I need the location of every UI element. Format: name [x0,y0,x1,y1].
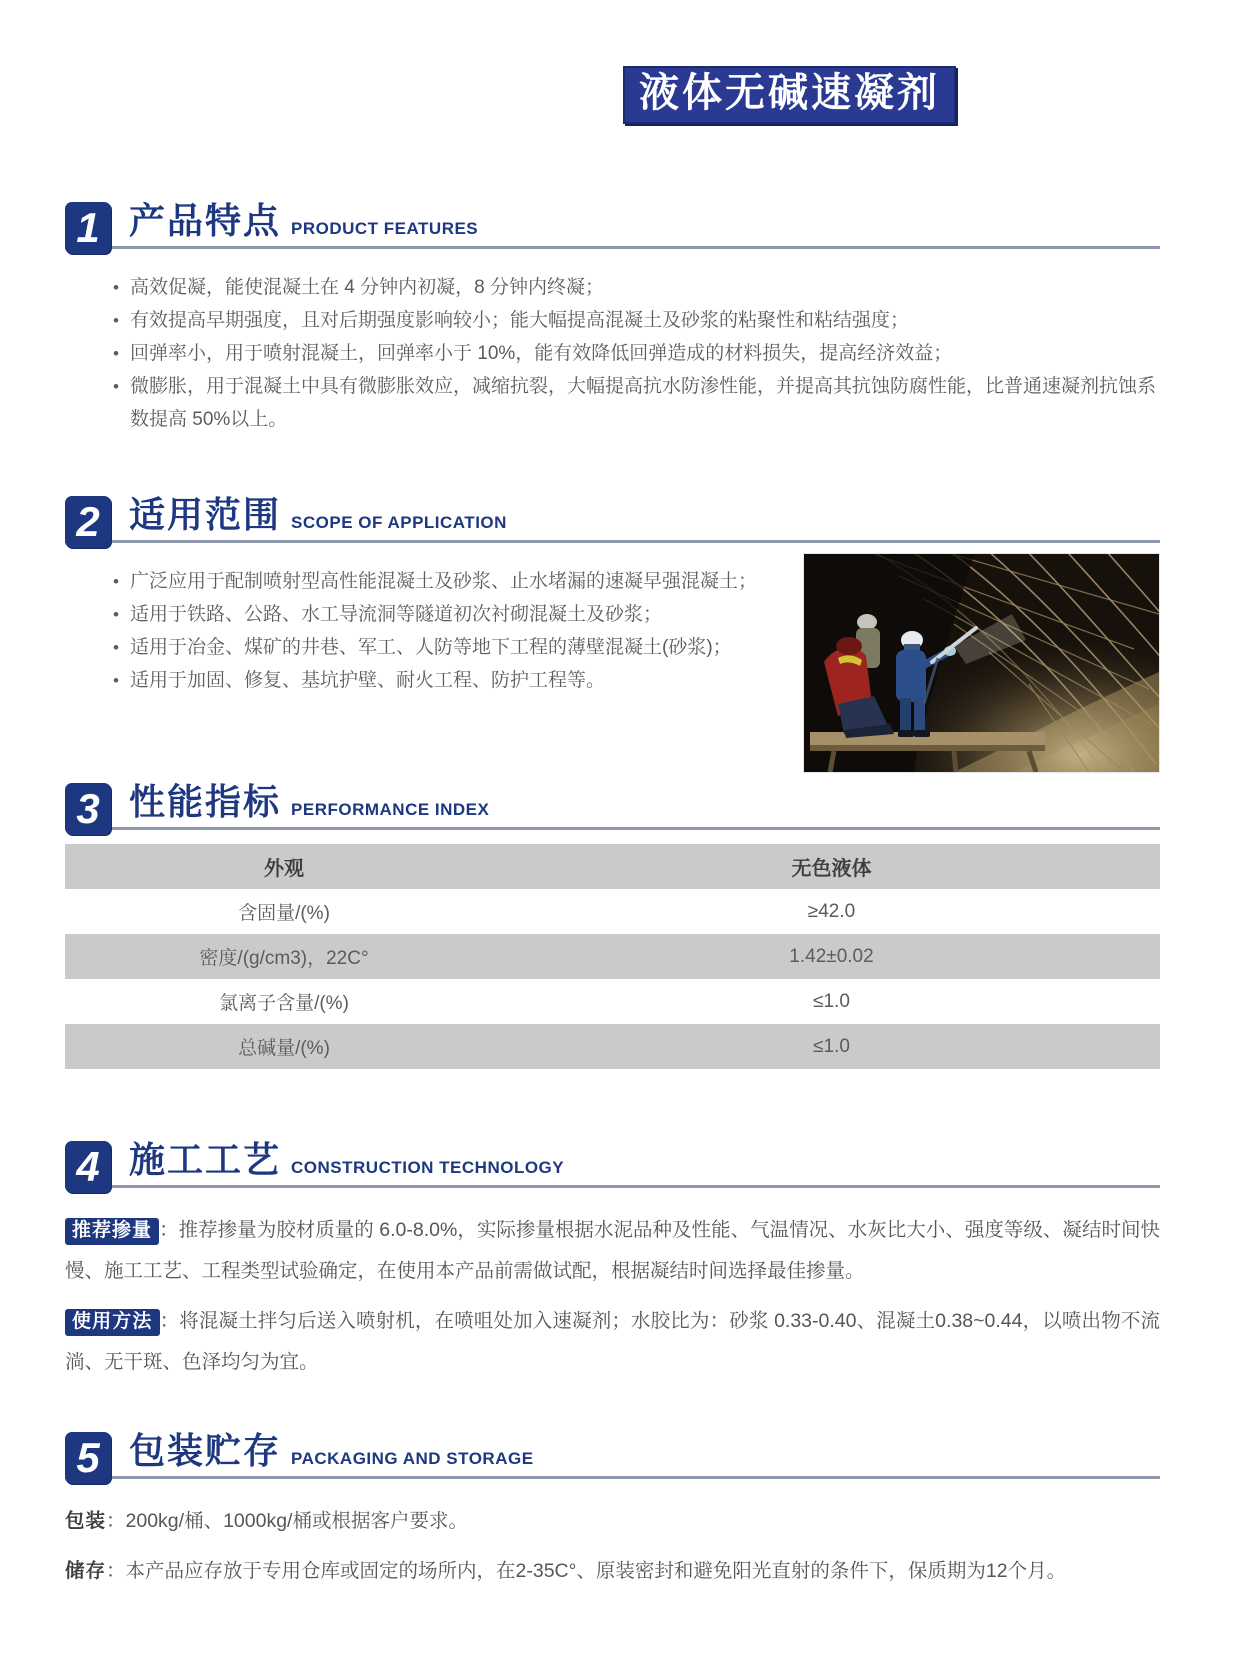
table-cell-value: 1.42±0.02 [789,945,874,967]
storage-paragraph [65,1551,1160,1591]
storage-text: ：本产品应存放于专用仓库或固定的场所内，在2-35C°、原装密封和避免阳光直射的条件下，保质期为12个月。 [106,1560,1067,1582]
table-row [65,1024,1160,1069]
section-number-badge: 3 [65,783,111,835]
page-title: 液体无碱速凝剂 [623,66,956,124]
section-title: 性能指标 [129,781,282,822]
section-subtitle: PACKAGING AND STORAGE [291,1449,534,1468]
section-product-features [65,202,1160,436]
doc-title-row [623,66,956,124]
list-item: • 适用于加固、修复、基坑护壁、耐火工程、防护工程等。 [113,664,803,697]
list-item: • 适用于冶金、煤矿的井巷、军工、人防等地下工程的薄壁混凝土(砂浆)； [113,631,803,664]
tunnel-photo-illustration [804,554,1159,772]
section-number-badge: 2 [65,496,111,548]
section-subtitle: PRODUCT FEATURES [291,219,479,238]
table-cell-label: 含固量/(%) [238,903,330,924]
section-construction-technology [65,1141,1160,1382]
list-item: • 微膨胀，用于混凝土中具有微膨胀效应，减缩抗裂，大幅提高抗水防渗性能，并提高其抗蚀防腐性能，比普通速凝剂抗蚀系数提高 50%以上。 [113,370,1160,436]
table-row [65,934,1160,979]
table-cell-label: 密度/(g/cm3)，22C° [199,948,369,969]
tunnel-construction-photo [803,553,1160,773]
table-cell-label: 氯离子含量/(%) [219,993,349,1014]
dosage-paragraph [65,1210,1160,1291]
section-title: 适用范围 [129,494,282,535]
table-cell-value: ≥42.0 [807,900,856,922]
section-header [65,496,1160,543]
table-row [65,844,1160,889]
performance-table [65,844,1160,1069]
section-subtitle: PERFORMANCE INDEX [291,800,490,819]
section-number-badge: 4 [65,1141,111,1193]
table-cell-value: ≤1.0 [813,1035,850,1057]
section-number-badge: 5 [65,1432,111,1484]
section-subtitle: SCOPE OF APPLICATION [291,513,507,532]
usage-text: ：将混凝土拌匀后送入喷射机，在喷咀处加入速凝剂；水胶比为：砂浆 0.33-0.40、混凝土0.38~0.44，以喷出物不流淌、无干斑、色泽均匀为宜。 [65,1310,1160,1373]
section-scope-of-application [65,496,1160,773]
section-title: 包装贮存 [129,1430,282,1471]
scope-list [65,565,803,773]
section-header [65,202,1160,249]
section-packaging-and-storage [65,1432,1160,1591]
packaging-paragraph [65,1501,1160,1541]
table-row [65,889,1160,934]
list-item: • 适用于铁路、公路、水工导流洞等隧道初次衬砌混凝土及砂浆； [113,598,803,631]
table-cell-label: 外观 [264,858,304,880]
section-number-badge: 1 [65,202,111,254]
section-title: 施工工艺 [129,1139,282,1180]
table-row [65,979,1160,1024]
packaging-label: 包装 [65,1510,107,1532]
usage-paragraph [65,1301,1160,1382]
list-item: • 有效提高早期强度，且对后期强度影响较小；能大幅提高混凝土及砂浆的粘聚性和粘结强度； [113,304,1160,337]
storage-label: 储存 [65,1560,107,1582]
table-cell-value: ≤1.0 [813,990,850,1012]
section-header [65,1432,1160,1479]
table-cell-value: 无色液体 [791,858,872,880]
scope-body [65,547,1160,773]
datasheet-page [0,66,1257,1591]
packaging-text: ：200kg/桶、1000kg/桶或根据客户要求。 [106,1510,468,1532]
section-title: 产品特点 [129,200,282,241]
dosage-badge: 推荐掺量 [65,1218,159,1245]
table-cell-label: 总碱量/(%) [238,1038,330,1059]
feature-list [65,271,1160,436]
section-header [65,1141,1160,1188]
section-subtitle: CONSTRUCTION TECHNOLOGY [291,1158,565,1177]
list-item: • 回弹率小，用于喷射混凝土，回弹率小于 10%，能有效降低回弹造成的材料损失，提高经济效益； [113,337,1160,370]
section-performance-index [65,783,1160,1069]
section-header [65,783,1160,830]
usage-badge: 使用方法 [65,1309,160,1336]
list-item: • 广泛应用于配制喷射型高性能混凝土及砂浆、止水堵漏的速凝早强混凝土； [113,565,803,598]
dosage-text: ：推荐掺量为胶材质量的 6.0-8.0%，实际掺量根据水泥品种及性能、气温情况、水灰比大小、强度等级、凝结时间快慢、施工工艺、工程类型试验确定，在使用本产品前需做试配，根据凝结时间选择最佳掺量。 [65,1219,1160,1282]
list-item: • 高效促凝，能使混凝土在 4 分钟内初凝，8 分钟内终凝； [113,271,1160,304]
